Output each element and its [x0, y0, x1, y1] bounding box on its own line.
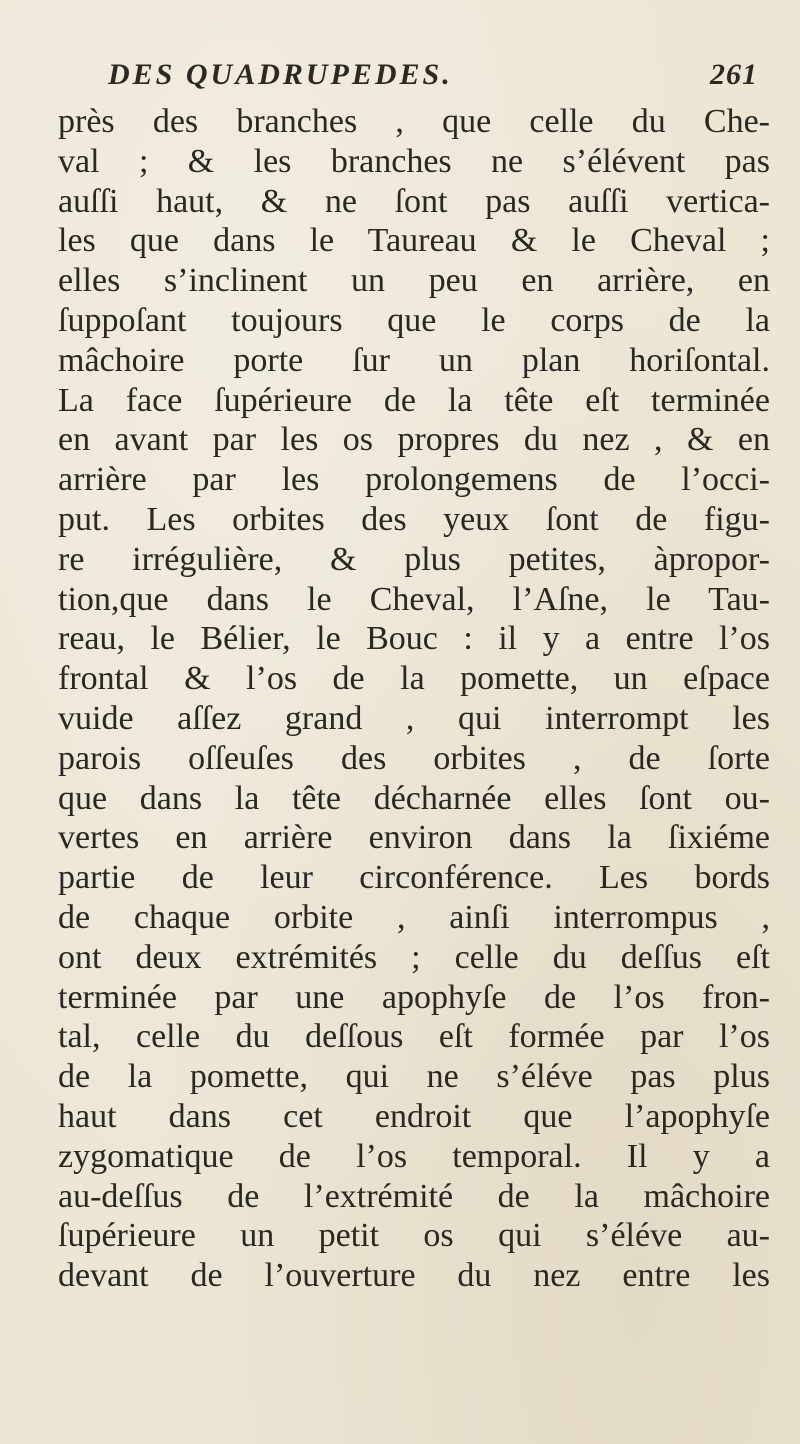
page-number: 261 [710, 58, 758, 91]
body-text [58, 102, 770, 1296]
text-line: La face ſupérieure de la tête eſt terminée [58, 381, 770, 419]
text-line: frontal & l’os de la pomette, un eſpace [58, 660, 770, 698]
running-head [108, 58, 758, 104]
text-line: tion,que dans le Cheval, l’Aſne, le Tau- [58, 580, 770, 618]
text-line: auſſi haut, & ne ſont pas auſſi vertica- [58, 182, 770, 220]
text-line: mâchoire porte ſur un plan horiſontal. [58, 341, 770, 379]
text-line: arrière par les prolongemens de l’occi- [58, 461, 770, 499]
text-line: val ; & les branches ne s’élévent pas [58, 142, 770, 180]
text-line: put. Les orbites des yeux ſont de figu- [58, 500, 770, 538]
text-line: elles s’inclinent un peu en arrière, en [58, 262, 770, 300]
text-line: de chaque orbite , ainſi interrompus , [58, 898, 770, 936]
text-line: ſupérieure un petit os qui s’éléve au- [58, 1217, 770, 1255]
text-line: re irrégulière, & plus petites, àpropor- [58, 540, 770, 578]
running-head-title: DES QUADRUPEDES. [108, 58, 453, 91]
text-line: les que dans le Taureau & le Cheval ; [58, 222, 770, 260]
text-line: partie de leur circonférence. Les bords [58, 859, 770, 897]
text-line: en avant par les os propres du nez , & en [58, 421, 770, 459]
text-line: que dans la tête décharnée elles ſont ou- [58, 779, 770, 817]
text-line: terminée par une apophyſe de l’os fron- [58, 978, 770, 1016]
text-line: reau, le Bélier, le Bouc : il y a entre l’os [58, 620, 770, 658]
text-line: au-deſſus de l’extrémité de la mâchoire [58, 1177, 770, 1215]
text-line: tal, celle du deſſous eſt formée par l’os [58, 1018, 770, 1056]
text-line: ſuppoſant toujours que le corps de la [58, 301, 770, 339]
text-line: devant de l’ouverture du nez entre les [58, 1257, 770, 1295]
text-line: zygomatique de l’os temporal. Il y a [58, 1137, 770, 1175]
text-line: vertes en arrière environ dans la ſixiéme [58, 819, 770, 857]
text-line: près des branches , que celle du Che- [58, 103, 770, 140]
text-line: de la pomette, qui ne s’éléve pas plus [58, 1058, 770, 1096]
text-line: vuide aſſez grand , qui interrompt les [58, 699, 770, 737]
text-line: haut dans cet endroit que l’apophyſe [58, 1097, 770, 1135]
text-line: ont deux extrémités ; celle du deſſus eſt [58, 938, 770, 976]
text-line: parois oſſeuſes des orbites , de ſorte [58, 739, 770, 777]
